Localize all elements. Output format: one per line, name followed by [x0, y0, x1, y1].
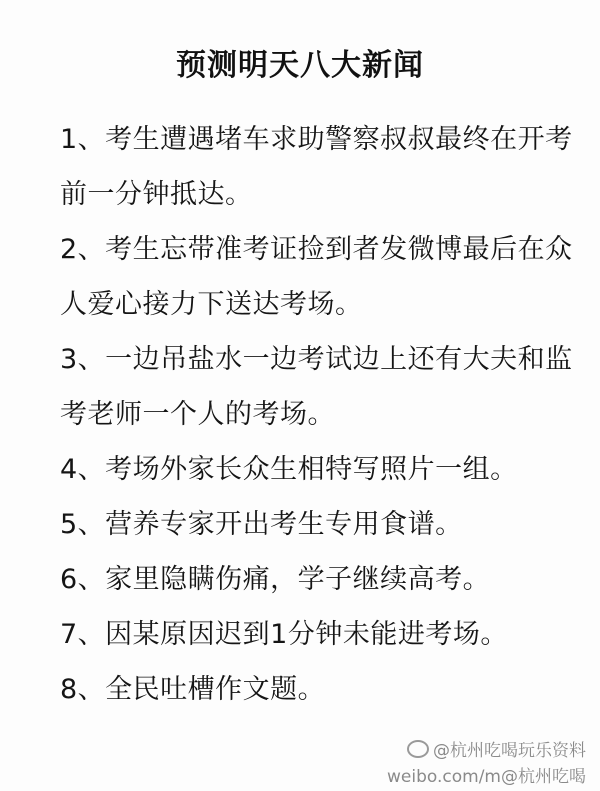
page-title: 预测明天八大新闻	[176, 48, 424, 83]
list-item: 4、考场外家长众生相特写照片一组。	[60, 454, 518, 485]
watermark-text-1: @杭州吃喝玩乐资料	[433, 741, 586, 761]
list-item: 3、一边吊盐水一边考试边上还有大夫和监考老师一个人的考场。	[60, 344, 573, 430]
news-list	[60, 112, 580, 717]
list-item: 7、因某原因迟到1分钟未能进考场。	[60, 619, 508, 650]
watermark-line-1	[407, 736, 586, 761]
list-item: 6、家里隐瞒伤痛，学子继续高考。	[60, 564, 491, 595]
list-item: 2、考生忘带准考证捡到者发微博最后在众人爱心接力下送达考场。	[60, 234, 573, 320]
watermark-line-2: weibo.com/m@杭州吃喝	[387, 767, 586, 787]
weibo-icon	[407, 740, 429, 758]
list-item: 8、全民吐槽作文题。	[60, 674, 326, 705]
list-item: 5、营养专家开出考生专用食谱。	[60, 509, 463, 540]
list-item: 1、考生遭遇堵车求助警察叔叔最终在开考前一分钟抵达。	[60, 124, 573, 210]
